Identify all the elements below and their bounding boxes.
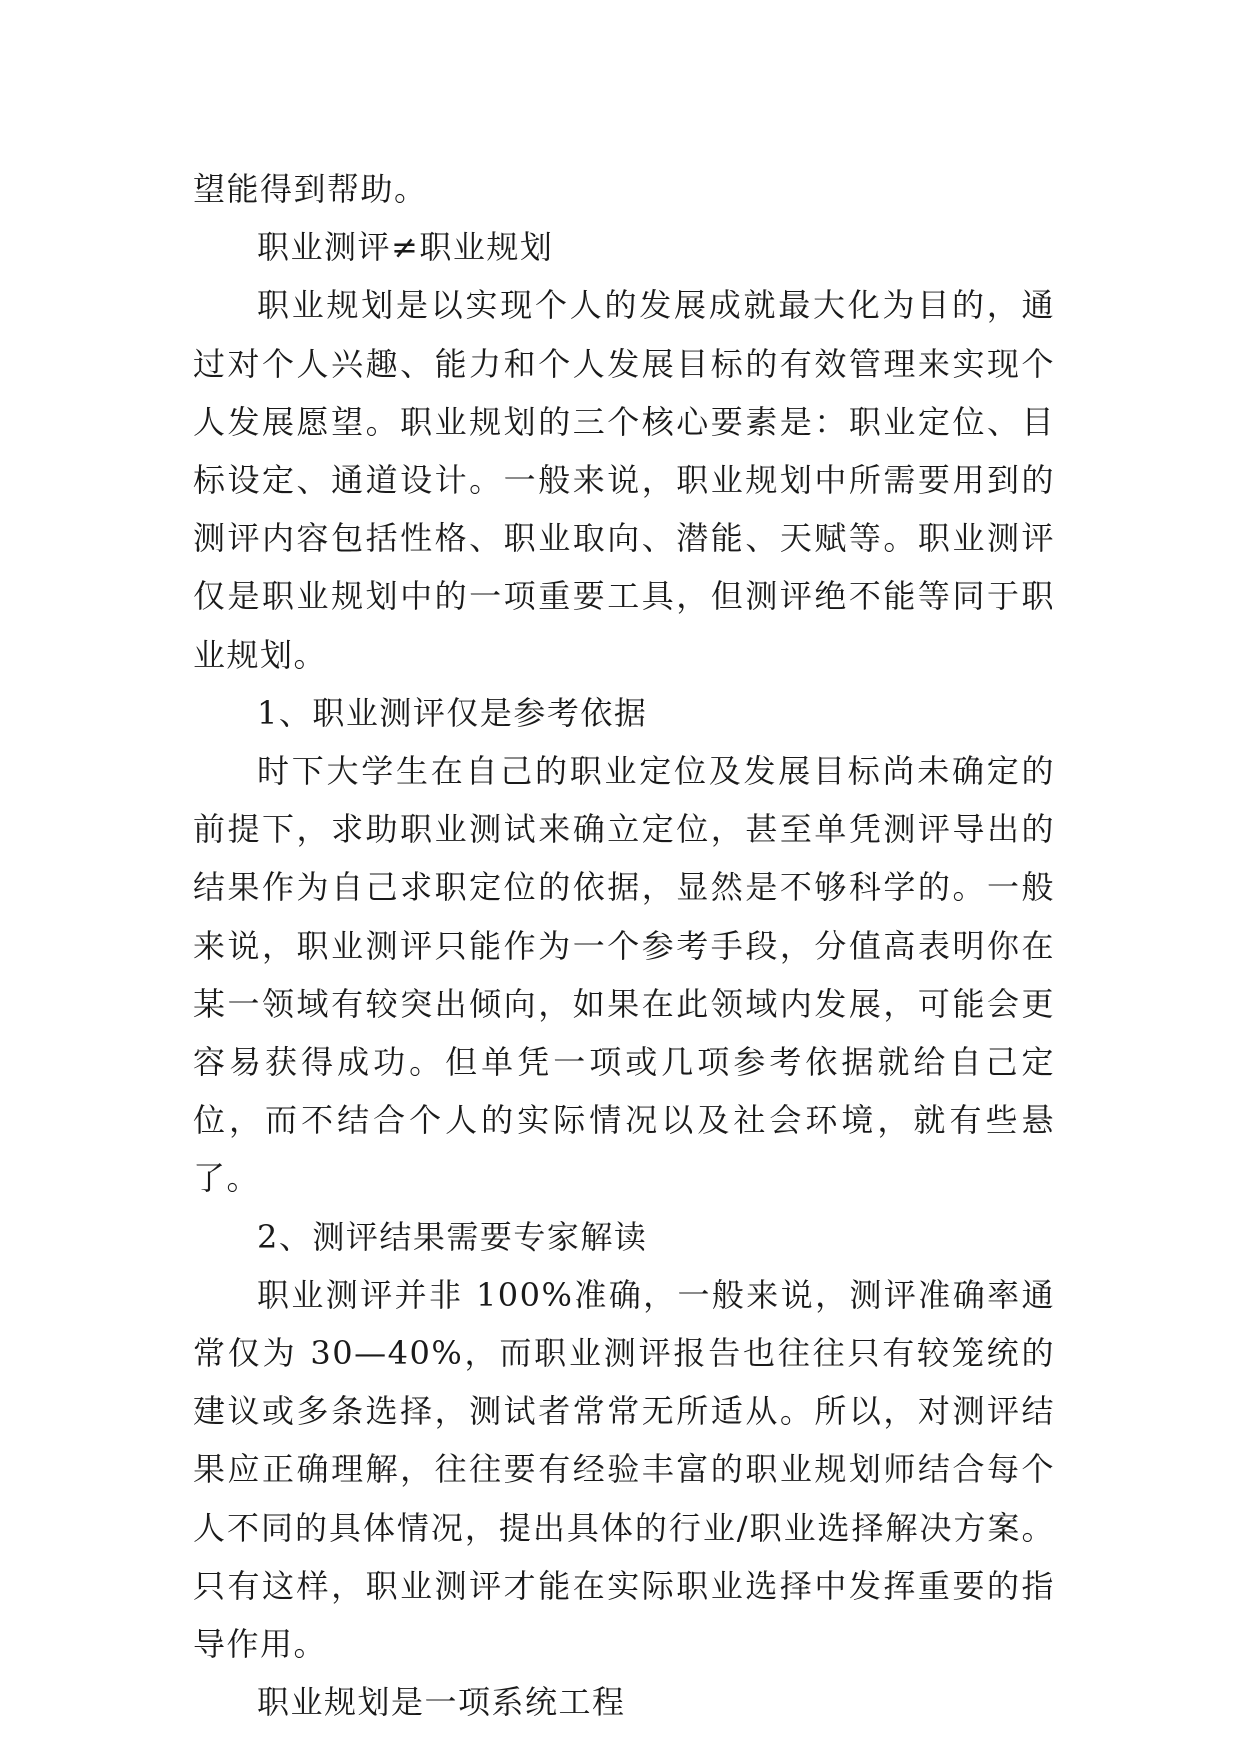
- section-heading-systematic-project: 职业规划是一项系统工程: [257, 1683, 626, 1722]
- section-heading-assessment-vs-planning: 职业测评≠职业规划: [257, 228, 554, 267]
- subheading-expert-interpretation: 2、测评结果需要专家解读: [257, 1217, 648, 1256]
- paragraph-reference-basis: 时下大学生在自己的职业定位及发展目标尚未确定的前提下，求助职业测试来确立定位，甚至单凭测评导出的结果作为自己求职定位的依据，显然是不够科学的。一般来说，职业测评只能作为一个参考手段，分值高表明你在某一领域有较突出倾向，如果在此领域内发展，可能会更容易获得成功。但单凭一项或几项参考依据就给自己定位，而不结合个人的实际情况以及社会环境，就有些悬了。: [193, 752, 1055, 1198]
- paragraph-career-planning-definition: 职业规划是以实现个人的发展成就最大化为目的，通过对个人兴趣、能力和个人发展目标的有效管理来实现个人发展愿望。职业规划的三个核心要素是：职业定位、目标设定、通道设计。一般来说，职业规划中所需要用到的测评内容包括性格、职业取向、潜能、天赋等。职业测评仅是职业规划中的一项重要工具，但测评绝不能等同于职业规划。: [193, 286, 1055, 674]
- paragraph-continuation: 望能得到帮助。: [193, 170, 428, 208]
- document-body: [193, 160, 1055, 1731]
- paragraph-expert-interpretation: 职业测评并非 100%准确，一般来说，测评准确率通常仅为 30—40%，而职业测评报告也往往只有较笼统的建议或多条选择，测试者常常无所适从。所以，对测评结果应正确理解，往往要有经验丰富的职业规划师结合每个人不同的具体情况，提出具体的行业/职业选择解决方案。只有这样，职业测评才能在实际职业选择中发挥重要的指导作用。: [193, 1275, 1055, 1664]
- subheading-reference-basis: 1、职业测评仅是参考依据: [257, 693, 648, 732]
